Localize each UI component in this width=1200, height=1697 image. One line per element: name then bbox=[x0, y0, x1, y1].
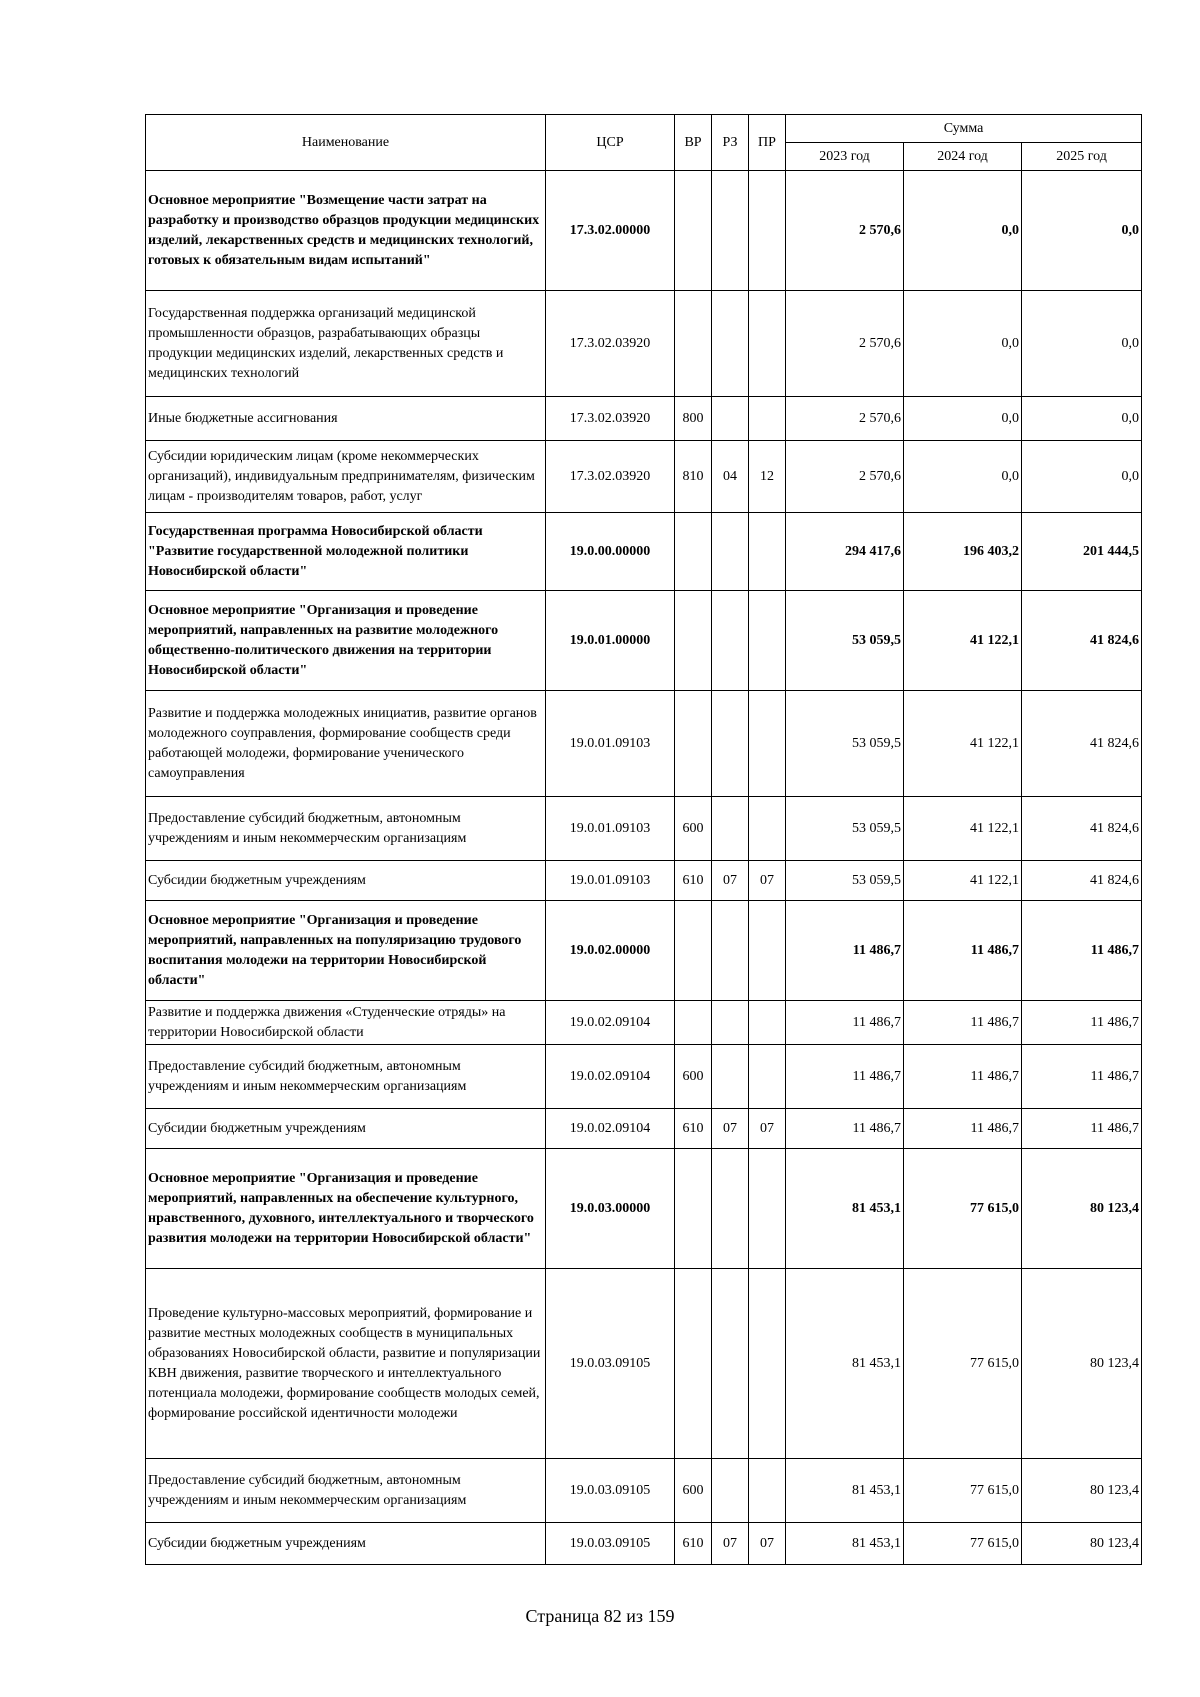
cell-sum-2024: 77 615,0 bbox=[904, 1459, 1022, 1523]
cell-pr bbox=[749, 1001, 786, 1045]
cell-pr bbox=[749, 397, 786, 441]
cell-rz: 04 bbox=[712, 441, 749, 513]
cell-sum-2023: 53 059,5 bbox=[786, 591, 904, 691]
cell-sum-2025: 41 824,6 bbox=[1022, 591, 1142, 691]
cell-vr bbox=[675, 291, 712, 397]
header-csr: ЦСР bbox=[546, 115, 675, 171]
cell-sum-2025: 11 486,7 bbox=[1022, 1045, 1142, 1109]
cell-sum-2025: 0,0 bbox=[1022, 171, 1142, 291]
table-row bbox=[146, 1523, 1142, 1565]
page-number: Страница 82 из 159 bbox=[525, 1606, 675, 1626]
cell-rz bbox=[712, 1149, 749, 1269]
cell-csr: 19.0.02.09104 bbox=[546, 1045, 675, 1109]
cell-name: Субсидии бюджетным учреждениям bbox=[146, 1523, 546, 1565]
cell-name: Проведение культурно-массовых мероприятий, формирование и развитие местных молодежных сообществ в муниципальных образованиях Новосибирской области, развитие и популяризации КВН движения, развитие творческого и интеллектуального потенциала молодежи, формирование сообществ молодых семей, формирование российской идентичности молодежи bbox=[146, 1269, 546, 1459]
cell-sum-2023: 81 453,1 bbox=[786, 1269, 904, 1459]
cell-sum-2023: 81 453,1 bbox=[786, 1459, 904, 1523]
cell-sum-2023: 81 453,1 bbox=[786, 1523, 904, 1565]
cell-csr: 19.0.03.09105 bbox=[546, 1523, 675, 1565]
cell-csr: 17.3.02.00000 bbox=[546, 171, 675, 291]
cell-csr: 19.0.01.09103 bbox=[546, 797, 675, 861]
cell-name: Предоставление субсидий бюджетным, автономным учреждениям и иным некоммерческим организациям bbox=[146, 797, 546, 861]
table-body bbox=[146, 171, 1142, 1565]
cell-rz: 07 bbox=[712, 1109, 749, 1149]
cell-sum-2024: 0,0 bbox=[904, 291, 1022, 397]
cell-csr: 17.3.02.03920 bbox=[546, 291, 675, 397]
cell-csr: 19.0.02.09104 bbox=[546, 1001, 675, 1045]
cell-rz bbox=[712, 513, 749, 591]
cell-sum-2024: 77 615,0 bbox=[904, 1269, 1022, 1459]
cell-pr: 07 bbox=[749, 1523, 786, 1565]
table-row bbox=[146, 291, 1142, 397]
cell-sum-2024: 77 615,0 bbox=[904, 1523, 1022, 1565]
table-row bbox=[146, 861, 1142, 901]
table-row bbox=[146, 397, 1142, 441]
cell-vr bbox=[675, 901, 712, 1001]
cell-rz bbox=[712, 1001, 749, 1045]
cell-pr: 07 bbox=[749, 861, 786, 901]
cell-vr bbox=[675, 591, 712, 691]
cell-pr bbox=[749, 797, 786, 861]
table-row bbox=[146, 691, 1142, 797]
cell-sum-2024: 41 122,1 bbox=[904, 861, 1022, 901]
cell-rz bbox=[712, 797, 749, 861]
table-row bbox=[146, 171, 1142, 291]
cell-sum-2025: 80 123,4 bbox=[1022, 1523, 1142, 1565]
cell-vr: 610 bbox=[675, 1109, 712, 1149]
cell-vr bbox=[675, 1269, 712, 1459]
cell-rz bbox=[712, 691, 749, 797]
cell-sum-2025: 11 486,7 bbox=[1022, 901, 1142, 1001]
table-row bbox=[146, 1149, 1142, 1269]
header-2024: 2024 год bbox=[904, 143, 1022, 171]
cell-vr bbox=[675, 1149, 712, 1269]
cell-sum-2023: 53 059,5 bbox=[786, 861, 904, 901]
cell-vr: 610 bbox=[675, 1523, 712, 1565]
cell-name: Государственная поддержка организаций медицинской промышленности образцов, разрабатывающих образцы продукции медицинских изделий, лекарственных средств и медицинских технологий bbox=[146, 291, 546, 397]
cell-vr: 600 bbox=[675, 1459, 712, 1523]
cell-rz bbox=[712, 591, 749, 691]
header-name: Наименование bbox=[146, 115, 546, 171]
cell-sum-2024: 0,0 bbox=[904, 397, 1022, 441]
cell-rz bbox=[712, 1269, 749, 1459]
cell-vr: 600 bbox=[675, 797, 712, 861]
table-row bbox=[146, 513, 1142, 591]
cell-rz: 07 bbox=[712, 1523, 749, 1565]
budget-table bbox=[145, 114, 1142, 1565]
cell-name: Основное мероприятие "Организация и проведение мероприятий, направленных на обеспечение культурного, нравственного, духовного, интеллектуального и творческого развития молодежи на территории Новосибирской области" bbox=[146, 1149, 546, 1269]
cell-name: Субсидии юридическим лицам (кроме некоммерческих организаций), индивидуальным предпринимателям, физическим лицам - производителям товаров, работ, услуг bbox=[146, 441, 546, 513]
cell-rz bbox=[712, 1459, 749, 1523]
table-row bbox=[146, 591, 1142, 691]
table-row bbox=[146, 901, 1142, 1001]
cell-rz bbox=[712, 901, 749, 1001]
cell-csr: 19.0.02.09104 bbox=[546, 1109, 675, 1149]
cell-pr bbox=[749, 591, 786, 691]
cell-sum-2025: 0,0 bbox=[1022, 291, 1142, 397]
cell-pr bbox=[749, 1269, 786, 1459]
cell-name: Предоставление субсидий бюджетным, автономным учреждениям и иным некоммерческим организациям bbox=[146, 1459, 546, 1523]
cell-sum-2024: 11 486,7 bbox=[904, 1109, 1022, 1149]
cell-pr bbox=[749, 901, 786, 1001]
cell-vr: 610 bbox=[675, 861, 712, 901]
cell-name: Иные бюджетные ассигнования bbox=[146, 397, 546, 441]
cell-sum-2023: 53 059,5 bbox=[786, 797, 904, 861]
cell-sum-2024: 77 615,0 bbox=[904, 1149, 1022, 1269]
cell-vr bbox=[675, 691, 712, 797]
cell-name: Государственная программа Новосибирской области "Развитие государственной молодежной политики Новосибирской области" bbox=[146, 513, 546, 591]
table-row bbox=[146, 1001, 1142, 1045]
cell-vr bbox=[675, 171, 712, 291]
cell-sum-2023: 81 453,1 bbox=[786, 1149, 904, 1269]
cell-csr: 19.0.03.00000 bbox=[546, 1149, 675, 1269]
cell-pr: 07 bbox=[749, 1109, 786, 1149]
cell-rz bbox=[712, 171, 749, 291]
table-row bbox=[146, 797, 1142, 861]
cell-vr bbox=[675, 513, 712, 591]
cell-rz bbox=[712, 1045, 749, 1109]
table-row bbox=[146, 1109, 1142, 1149]
cell-vr: 810 bbox=[675, 441, 712, 513]
cell-sum-2023: 53 059,5 bbox=[786, 691, 904, 797]
table-row bbox=[146, 1045, 1142, 1109]
cell-sum-2024: 41 122,1 bbox=[904, 591, 1022, 691]
table-header bbox=[146, 115, 1142, 171]
cell-pr bbox=[749, 1459, 786, 1523]
header-rz: РЗ bbox=[712, 115, 749, 171]
cell-pr bbox=[749, 171, 786, 291]
cell-pr bbox=[749, 1149, 786, 1269]
cell-csr: 19.0.01.09103 bbox=[546, 691, 675, 797]
cell-csr: 17.3.02.03920 bbox=[546, 397, 675, 441]
cell-sum-2025: 41 824,6 bbox=[1022, 691, 1142, 797]
cell-sum-2023: 11 486,7 bbox=[786, 901, 904, 1001]
cell-sum-2025: 0,0 bbox=[1022, 397, 1142, 441]
cell-rz: 07 bbox=[712, 861, 749, 901]
cell-sum-2025: 41 824,6 bbox=[1022, 797, 1142, 861]
cell-sum-2023: 11 486,7 bbox=[786, 1109, 904, 1149]
cell-pr bbox=[749, 691, 786, 797]
header-sum: Сумма bbox=[786, 115, 1142, 143]
cell-name: Субсидии бюджетным учреждениям bbox=[146, 861, 546, 901]
cell-sum-2023: 11 486,7 bbox=[786, 1001, 904, 1045]
cell-sum-2024: 0,0 bbox=[904, 171, 1022, 291]
cell-name: Основное мероприятие "Возмещение части затрат на разработку и производство образцов продукции медицинских изделий, лекарственных средств и медицинских технологий, готовых к обязательным видам испытаний" bbox=[146, 171, 546, 291]
cell-csr: 19.0.01.09103 bbox=[546, 861, 675, 901]
cell-csr: 19.0.03.09105 bbox=[546, 1459, 675, 1523]
cell-sum-2025: 201 444,5 bbox=[1022, 513, 1142, 591]
cell-name: Развитие и поддержка молодежных инициатив, развитие органов молодежного соуправления, формирование сообществ среди работающей молодежи, формирование ученического самоуправления bbox=[146, 691, 546, 797]
cell-csr: 19.0.00.00000 bbox=[546, 513, 675, 591]
cell-name: Основное мероприятие "Организация и проведение мероприятий, направленных на популяризацию трудового воспитания молодежи на территории Новосибирской области" bbox=[146, 901, 546, 1001]
cell-sum-2024: 11 486,7 bbox=[904, 1045, 1022, 1109]
cell-csr: 19.0.02.00000 bbox=[546, 901, 675, 1001]
cell-sum-2023: 2 570,6 bbox=[786, 291, 904, 397]
cell-csr: 17.3.02.03920 bbox=[546, 441, 675, 513]
cell-name: Субсидии бюджетным учреждениям bbox=[146, 1109, 546, 1149]
cell-name: Развитие и поддержка движения «Студенческие отряды» на территории Новосибирской области bbox=[146, 1001, 546, 1045]
table-row bbox=[146, 1459, 1142, 1523]
cell-pr bbox=[749, 291, 786, 397]
header-vr: ВР bbox=[675, 115, 712, 171]
cell-vr: 600 bbox=[675, 1045, 712, 1109]
cell-pr bbox=[749, 513, 786, 591]
header-2023: 2023 год bbox=[786, 143, 904, 171]
table-row bbox=[146, 1269, 1142, 1459]
cell-pr: 12 bbox=[749, 441, 786, 513]
cell-sum-2023: 11 486,7 bbox=[786, 1045, 904, 1109]
cell-csr: 19.0.03.09105 bbox=[546, 1269, 675, 1459]
header-pr: ПР bbox=[749, 115, 786, 171]
header-2025: 2025 год bbox=[1022, 143, 1142, 171]
cell-sum-2024: 11 486,7 bbox=[904, 901, 1022, 1001]
cell-sum-2023: 2 570,6 bbox=[786, 397, 904, 441]
table-row bbox=[146, 441, 1142, 513]
cell-sum-2024: 0,0 bbox=[904, 441, 1022, 513]
cell-sum-2024: 11 486,7 bbox=[904, 1001, 1022, 1045]
cell-vr bbox=[675, 1001, 712, 1045]
cell-csr: 19.0.01.00000 bbox=[546, 591, 675, 691]
cell-sum-2023: 294 417,6 bbox=[786, 513, 904, 591]
cell-sum-2025: 80 123,4 bbox=[1022, 1269, 1142, 1459]
cell-sum-2025: 11 486,7 bbox=[1022, 1109, 1142, 1149]
cell-sum-2025: 11 486,7 bbox=[1022, 1001, 1142, 1045]
cell-sum-2023: 2 570,6 bbox=[786, 171, 904, 291]
cell-name: Основное мероприятие "Организация и проведение мероприятий, направленных на развитие молодежного общественно-политического движения на территории Новосибирской области" bbox=[146, 591, 546, 691]
cell-rz bbox=[712, 291, 749, 397]
cell-sum-2025: 80 123,4 bbox=[1022, 1459, 1142, 1523]
cell-name: Предоставление субсидий бюджетным, автономным учреждениям и иным некоммерческим организациям bbox=[146, 1045, 546, 1109]
cell-sum-2025: 80 123,4 bbox=[1022, 1149, 1142, 1269]
cell-rz bbox=[712, 397, 749, 441]
cell-sum-2024: 196 403,2 bbox=[904, 513, 1022, 591]
cell-sum-2024: 41 122,1 bbox=[904, 691, 1022, 797]
cell-sum-2025: 41 824,6 bbox=[1022, 861, 1142, 901]
cell-sum-2024: 41 122,1 bbox=[904, 797, 1022, 861]
cell-sum-2023: 2 570,6 bbox=[786, 441, 904, 513]
cell-vr: 800 bbox=[675, 397, 712, 441]
cell-pr bbox=[749, 1045, 786, 1109]
cell-sum-2025: 0,0 bbox=[1022, 441, 1142, 513]
